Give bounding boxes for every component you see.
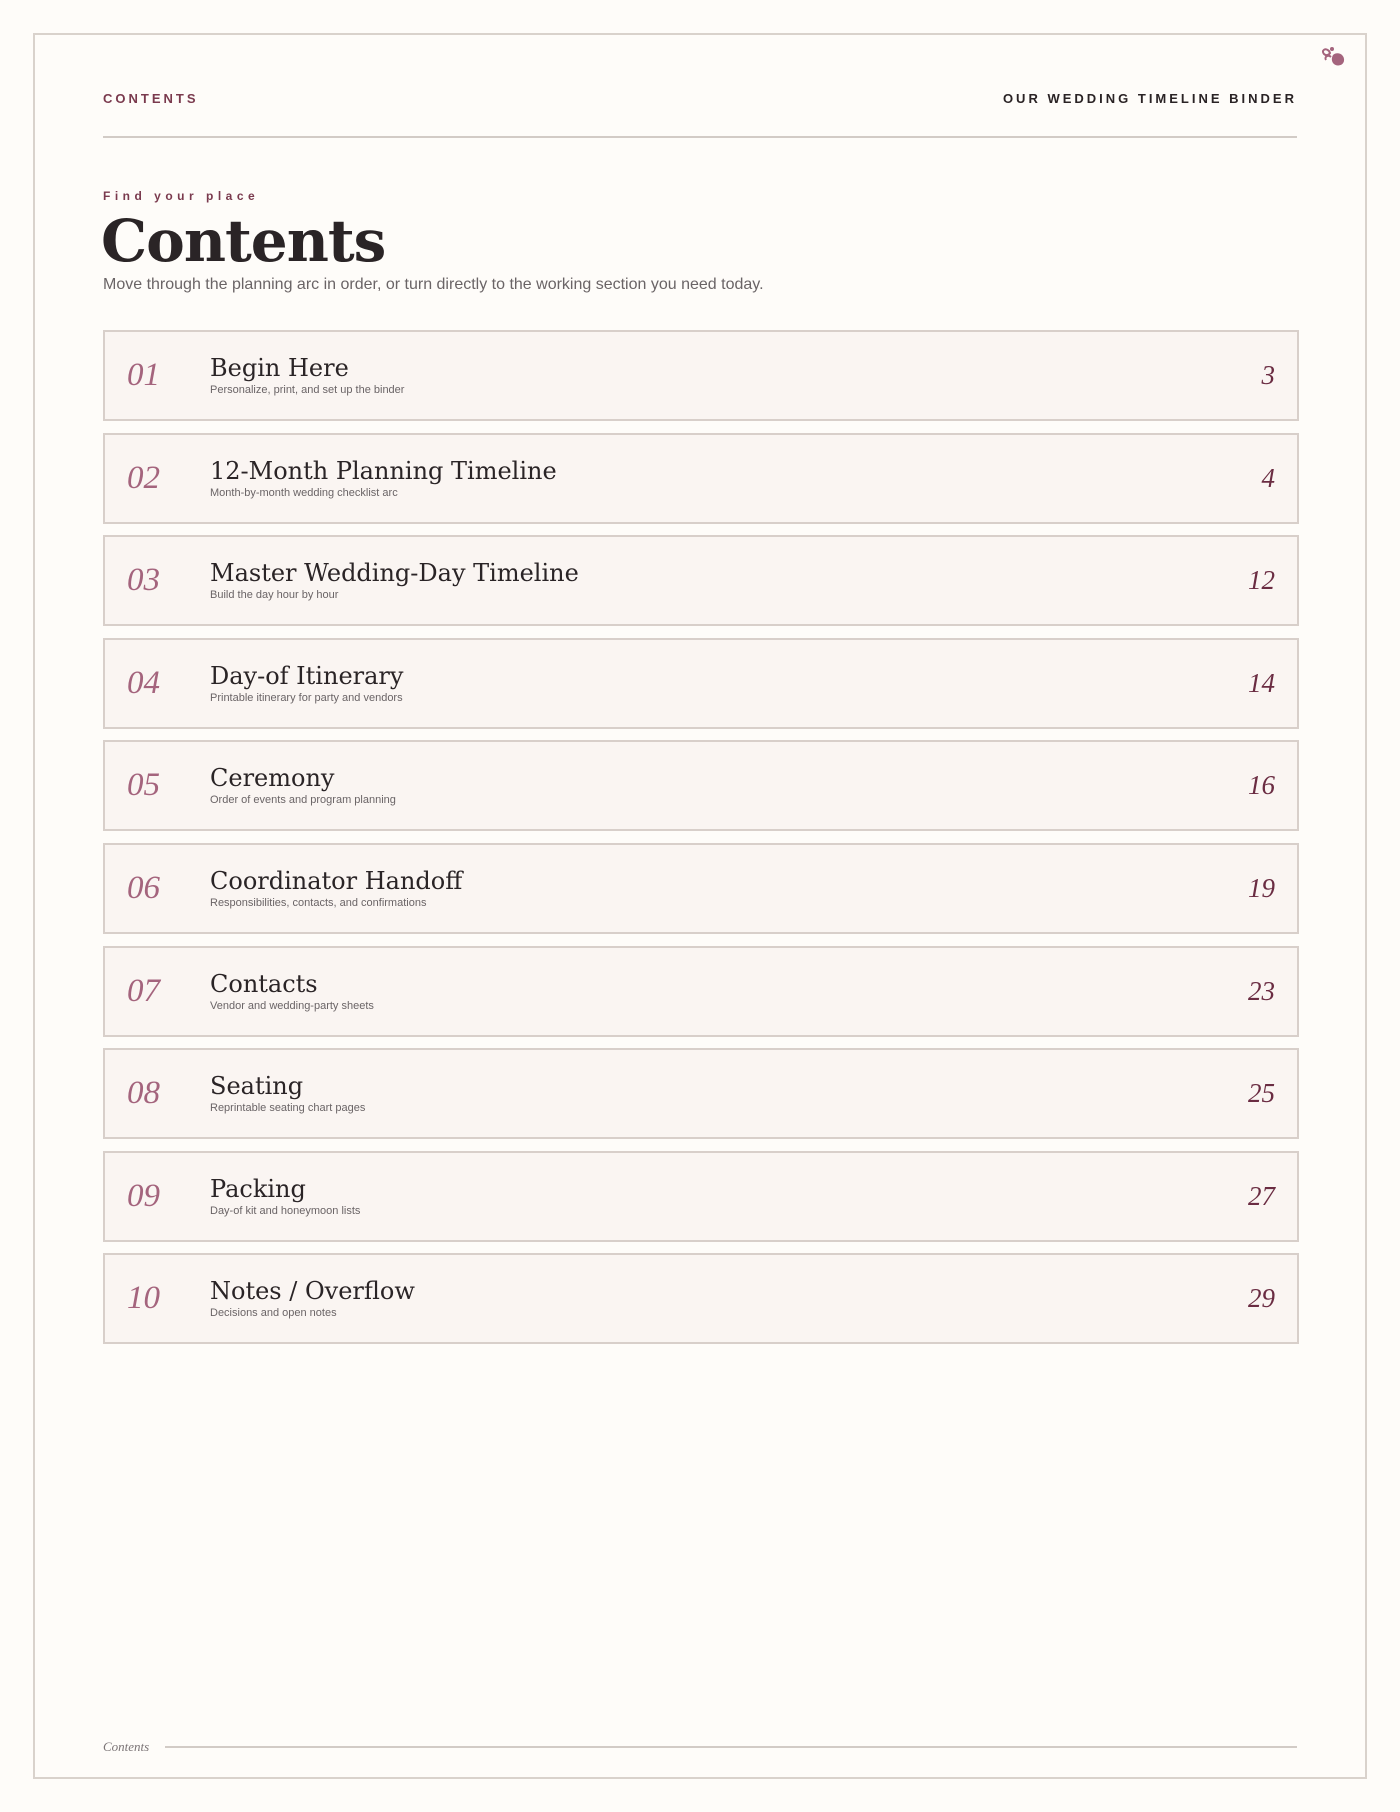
- toc-entry-text: [210, 1277, 415, 1319]
- toc-page-number: 14: [1248, 667, 1275, 698]
- toc-section-title: Day-of Itinerary: [210, 661, 404, 690]
- toc-entry[interactable]: [103, 433, 1299, 524]
- toc-section-number: 06: [127, 869, 160, 906]
- toc-section-title: Contacts: [210, 969, 318, 998]
- table-of-contents: [103, 330, 1299, 1356]
- toc-section-subtitle: Personalize, print, and set up the binder: [210, 384, 405, 396]
- toc-section-number: 08: [127, 1075, 160, 1112]
- toc-entry[interactable]: [103, 740, 1299, 831]
- toc-section-subtitle: Decisions and open notes: [210, 1307, 337, 1320]
- toc-section-number: 03: [127, 562, 160, 599]
- toc-entry-text: [210, 764, 396, 806]
- toc-section-title: Packing: [210, 1174, 306, 1203]
- floral-ornament-icon: [1319, 43, 1349, 73]
- toc-page-number: 19: [1248, 872, 1275, 903]
- toc-section-subtitle: Month-by-month wedding checklist arc: [210, 486, 398, 499]
- toc-section-number: 04: [127, 664, 160, 701]
- toc-entry-text: [210, 559, 579, 601]
- toc-entry-text: [210, 354, 404, 396]
- toc-section-subtitle: Order of events and program planning: [210, 794, 396, 807]
- toc-entry-text: [210, 1175, 360, 1217]
- toc-entry-text: [210, 970, 374, 1012]
- running-footer: [103, 1739, 1297, 1755]
- toc-section-subtitle: Build the day hour by hour: [210, 589, 339, 602]
- header-divider: [103, 136, 1297, 138]
- toc-entry[interactable]: [103, 843, 1299, 934]
- toc-section-title: Begin Here: [210, 354, 349, 382]
- toc-section-subtitle: Printable itinerary for party and vendors: [210, 691, 403, 704]
- toc-entry[interactable]: [103, 1151, 1299, 1242]
- toc-section-number: 10: [127, 1280, 160, 1317]
- toc-section-title: Notes / Overflow: [210, 1277, 415, 1306]
- eyebrow-text: Find your place: [103, 189, 260, 203]
- running-header: [103, 91, 1297, 106]
- toc-section-title: Coordinator Handoff: [210, 866, 463, 895]
- toc-page-number: 29: [1248, 1283, 1275, 1314]
- toc-page-number: 16: [1248, 770, 1275, 801]
- toc-page-number: 27: [1248, 1180, 1275, 1211]
- toc-section-number: 01: [127, 357, 160, 393]
- toc-section-number: 07: [127, 972, 160, 1009]
- toc-entry-text: [210, 867, 462, 909]
- toc-entry[interactable]: [103, 1253, 1299, 1344]
- toc-section-number: 09: [127, 1177, 160, 1214]
- toc-entry-text: [210, 662, 403, 704]
- footer-divider: [165, 1746, 1297, 1748]
- toc-section-subtitle: Responsibilities, contacts, and confirmations: [210, 896, 427, 909]
- toc-section-title: Seating: [210, 1072, 304, 1101]
- toc-page-number: 3: [1261, 360, 1275, 390]
- toc-entry-text: [210, 457, 557, 499]
- toc-section-title: 12-Month Planning Timeline: [210, 456, 557, 485]
- toc-page-number: 25: [1248, 1078, 1275, 1109]
- toc-entry[interactable]: [103, 535, 1299, 626]
- toc-entry-text: [210, 1072, 365, 1114]
- toc-entry[interactable]: [103, 946, 1299, 1037]
- toc-entry[interactable]: [103, 638, 1299, 729]
- page-title: Contents: [101, 207, 386, 275]
- toc-section-number: 02: [127, 459, 160, 496]
- toc-page-number: 4: [1261, 462, 1275, 493]
- binder-page: [33, 33, 1367, 1779]
- toc-section-number: 05: [127, 767, 160, 804]
- intro-text: Move through the planning arc in order, or turn directly to the working section you need today.: [103, 276, 764, 293]
- toc-page-number: 12: [1248, 565, 1275, 596]
- toc-section-title: Ceremony: [210, 764, 335, 793]
- toc-entry[interactable]: [103, 1048, 1299, 1139]
- toc-section-subtitle: Day-of kit and honeymoon lists: [210, 1204, 361, 1217]
- header-section-label: CONTENTS: [103, 91, 199, 106]
- toc-page-number: 23: [1248, 975, 1275, 1006]
- toc-entry[interactable]: [103, 330, 1299, 421]
- toc-section-subtitle: Vendor and wedding-party sheets: [210, 999, 374, 1012]
- header-binder-title: OUR WEDDING TIMELINE BINDER: [1002, 91, 1297, 106]
- toc-section-title: Master Wedding-Day Timeline: [210, 559, 579, 588]
- toc-section-subtitle: Reprintable seating chart pages: [210, 1102, 366, 1115]
- footer-label: Contents: [103, 1739, 150, 1754]
